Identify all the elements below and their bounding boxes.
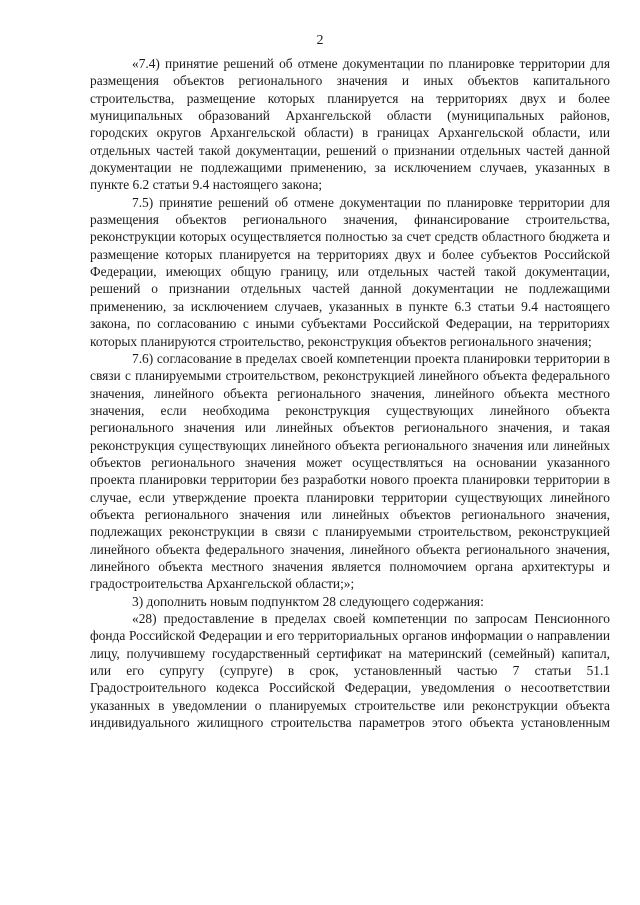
paragraph-amendment-3: 3) дополнить новым подпунктом 28 следующего содержания: <box>132 593 484 609</box>
paragraph-7-4: «7.4) принятие решений об отмене документации по планировке территории для размещения объектов регионального значения и иных объектов капитального строительства, размещение которых планируется на территориях двух и более муниципальных образований Архангельской области (муниципальных районов, городских округов Архангельской области) в границах Архангельской области, или отдельных частей такой документации, решений о признании отдельных частей данной документации не подлежащими применению, за исключением случаев, указанных в пункте 6.2 статьи 9.4 настоящего закона; <box>90 56 610 193</box>
paragraph-7-5: 7.5) принятие решений об отмене документации по планировке территории для размещения объектов регионального значения, финансирование строительства, реконструкции которых осуществляется полностью за счет средств областного бюджета и размещение которых планируется на территориях двух и более субъектов Российской Федерации, имеющих общую границу, или отдельных частей такой документации, решений о признании отдельных частей данной документации не подлежащими применению, за исключением случаев, указанных в пункте 6.3 статьи 9.4 настоящего закона, по согласованию с иными субъектами Российской Федерации, на территориях которых планируются строительство, реконструкция объектов регионального значения; <box>90 194 610 349</box>
page-number: 2 <box>316 33 324 48</box>
document-body <box>90 55 610 731</box>
paragraph-7-6: 7.6) согласование в пределах своей компетенции проекта планировки территории в связи с планируемыми строительством, реконструкцией линейного объекта федерального значения, линейного объекта регионального значения, линейного объекта местного значения, если необходима реконструкция существующих линейного объекта регионального значения или линейных объектов регионального значения, и такая реконструкция существующих линейного объекта регионального значения или линейных объектов регионального значения может осуществляться на основании указанного проекта планировки территории без разработки нового проекта планировки территории в случае, если утверждение проекта планировки территории существующих линейного объекта регионального значения или линейных объектов регионального значения, подлежащих реконструкции в связи с планируемыми строительством, реконструкцией линейного объекта федерального значения, линейного объекта регионального значения, линейного объекта местного значения является полномочием органа архитектуры и градостроительства Архангельской области;»; <box>90 350 610 592</box>
paragraph-28: «28) предоставление в пределах своей компетенции по запросам Пенсионного фонда Российской Федерации и его территориальных органов информации о направлении лицу, получившему государственный сертификат на материнский (семейный) капитал, или его супругу (супруге) в срок, установленный частью 7 статьи 51.1 Градостроительного кодекса Российской Федерации, уведомления о несоответствии указанных в уведомлении о планируемых строительстве или реконструкции объекта индивидуального жилищного строительства параметров этого объекта установленным <box>90 611 610 731</box>
